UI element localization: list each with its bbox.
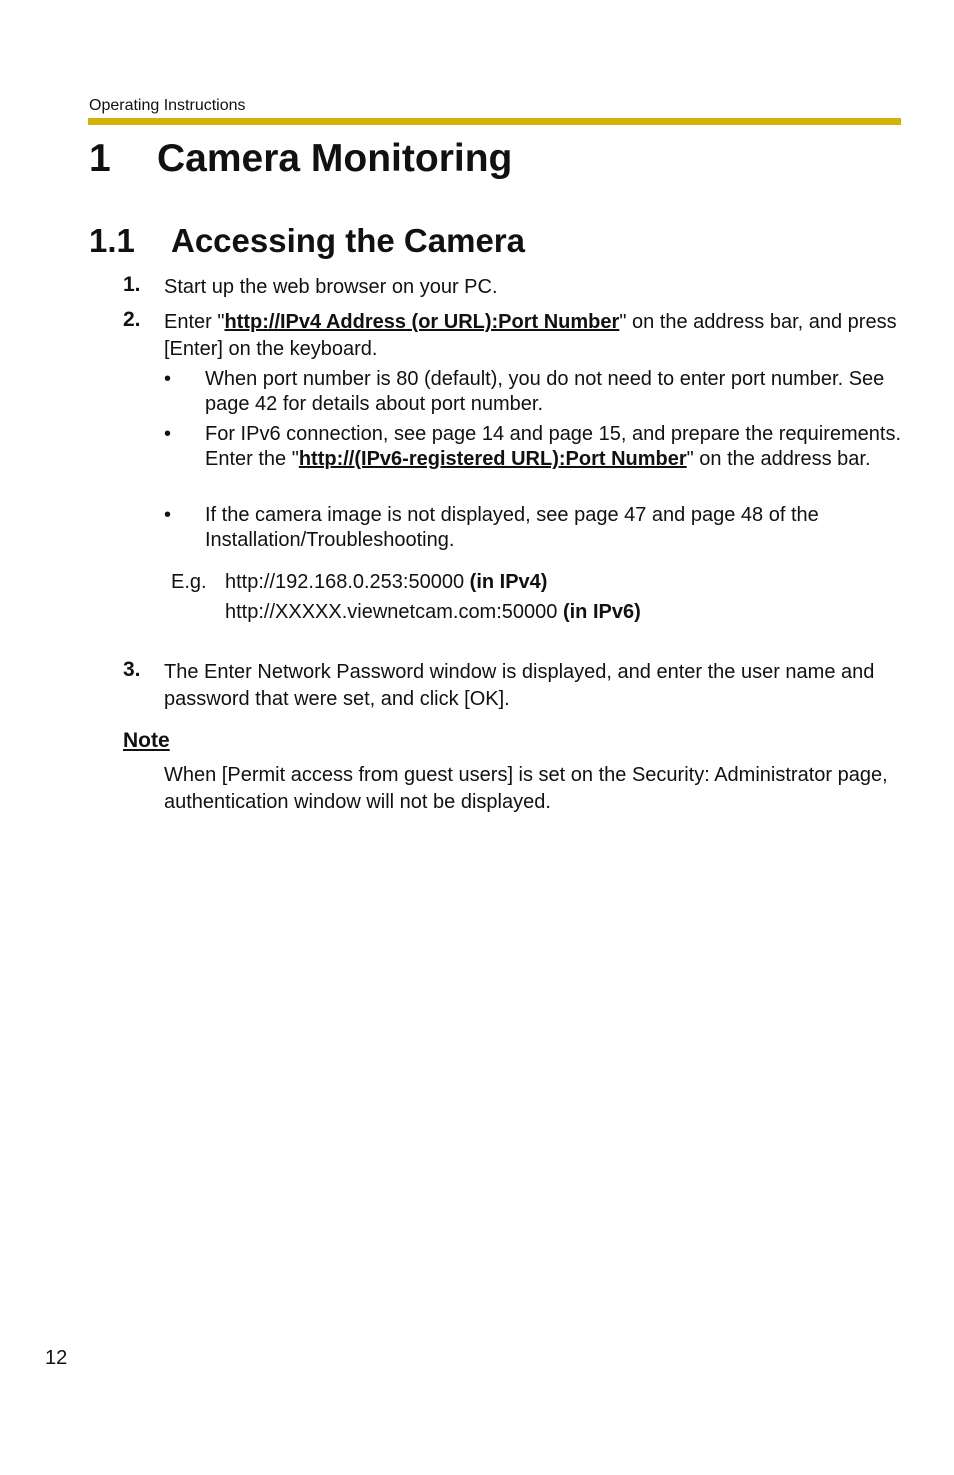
bullet-item [164,367,904,417]
bullet-icon: • [164,504,172,526]
step-text: Start up the web browser on your PC. [164,276,498,298]
bullet-text-post: " on the address bar. [686,448,871,470]
chapter-title: Camera Monitoring [157,137,513,180]
section-number: 1.1 [89,222,135,259]
note-text: When [Permit access from guest users] is set on the Security: Administrator page, authentication window will not be displayed. [164,764,888,813]
running-header: Operating Instructions [89,97,246,114]
step-text: The Enter Network Password window is displayed, and enter the user name and password that were set, and click [OK]. [164,661,875,710]
step-text-post: " on the address bar, and press [Enter] on the keyboard. [164,311,897,360]
bullet-text: If the camera image is not displayed, see page 47 and page 48 of the Installation/Troubleshooting. [205,504,819,551]
bullet-icon: • [164,368,172,390]
example-tag: (in IPv4) [469,571,548,593]
bullet-icon: • [164,423,172,445]
section-heading [89,222,525,260]
example-line [225,599,641,626]
example-line [225,569,547,596]
bullet-item [164,422,904,472]
example-url: http://XXXXX.viewnetcam.com:50000 [225,601,558,623]
step-text [164,309,903,363]
step-number: 1. [123,273,141,296]
chapter-number: 1 [89,137,111,180]
page-number: 12 [45,1347,68,1369]
example-url: http://192.168.0.253:50000 [225,571,465,593]
bullet-item [164,503,904,553]
bullet-text [205,422,904,472]
header-rule [88,118,901,125]
step-number: 2. [123,308,141,331]
bullet-text-pre: For IPv6 connection, see page 14 and page 15, and prepare the requirements. Enter the " [205,423,902,470]
step-1 [123,274,903,301]
step-number: 3. [123,658,141,681]
section-title: Accessing the Camera [171,222,525,259]
example-tag: (in IPv6) [562,601,641,623]
step-2 [123,309,903,363]
bullet-text: When port number is 80 (default), you do not need to enter port number. See page 42 for details about port number. [205,368,885,415]
chapter-heading [89,137,512,181]
example-label: E.g. [171,571,207,593]
step-text-pre: Enter " [164,311,225,333]
ipv6-url-format: http://(IPv6-registered URL):Port Number [298,448,687,470]
ipv4-url-format: http://IPv4 Address (or URL):Port Number [224,311,620,333]
step-3 [123,659,903,713]
note-heading: Note [123,729,170,752]
